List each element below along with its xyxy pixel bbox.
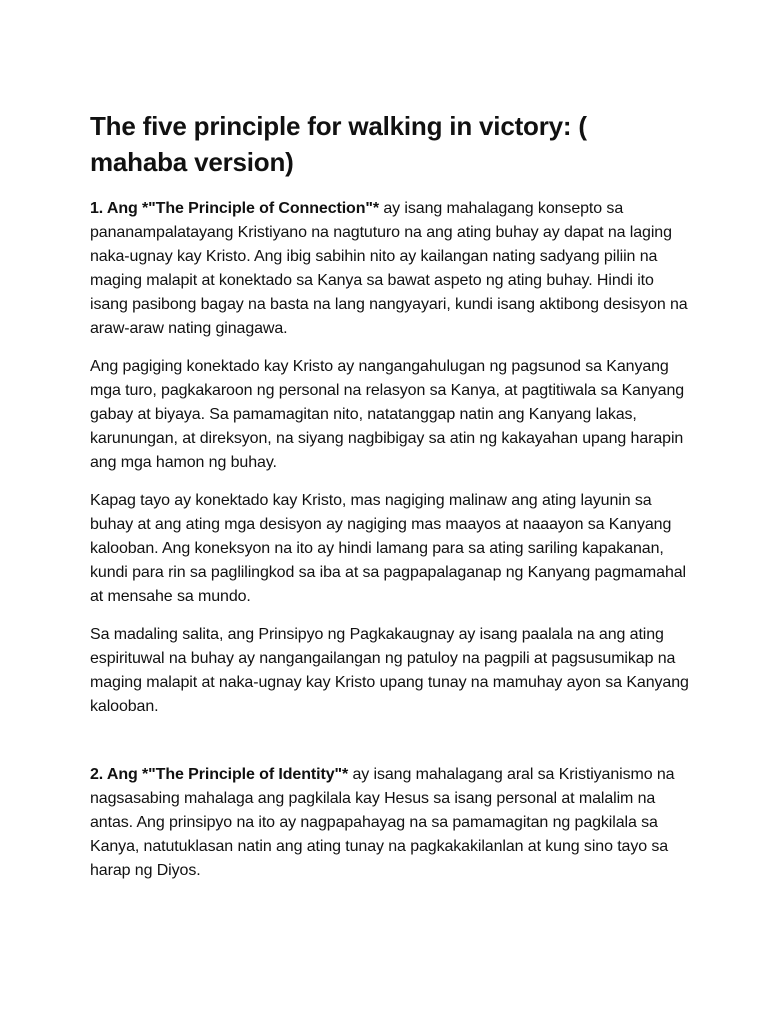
section1-paragraph-1 [90, 197, 690, 341]
section1-paragraph-3: Kapag tayo ay konektado kay Kristo, mas nagiging malinaw ang ating layunin sa buhay at ang ating mga desisyon ay nagiging mas maayos at naaayon sa Kanyang kalooban. Ang koneksyon na ito ay hindi lamang para sa ating sariling kapakanan, kundi para rin sa paglilingkod sa iba at sa pagpapalaganap ng Kanyang pagmamahal at mensahe sa mundo. [90, 492, 686, 605]
section2-paragraph-1 [90, 763, 690, 883]
section1-intro-text: ay isang mahalagang konsepto sa pananampalatayang Kristiyano na nagtuturo na ang ating buhay ay dapat na laging naka-ugnay kay Kristo. Ang ibig sabihin nito ay kailangan nating sadyang piliin na maging malapit at konektado sa Kanya sa bawat aspeto ng ating buhay. Hindi ito isang pasibong bagay na basta na lang nangyayari, kundi isang aktibong desisyon na araw-araw nating ginagawa. [90, 200, 688, 337]
section-spacer [90, 733, 690, 763]
section1-heading: 1. Ang *"The Principle of Connection"* [90, 200, 380, 217]
document-title: The five principle for walking in victory: ( mahaba version) [90, 111, 587, 177]
section2-intro-text: ay isang mahalagang aral sa Kristiyanismo na nagsasabing mahalaga ang pagkilala kay Hesus sa isang personal at malalim na antas. Ang prinsipyo na ito ay nagpapahayag na sa pamamagitan ng pagkilala sa Kanya, natutuklasan natin ang ating tunay na pagkakakilanlan at kung sino tayo sa harap ng Diyos. [90, 766, 675, 879]
section1-paragraph-2: Ang pagiging konektado kay Kristo ay nangangahulugan ng pagsunod sa Kanyang mga turo, pagkakaroon ng personal na relasyon sa Kanya, at pagtitiwala sa Kanyang gabay at biyaya. Sa pamamagitan nito, natatanggap natin ang Kanyang lakas, karunungan, at direksyon, na siyang nagbibigay sa atin ng kakayahan upang harapin ang mga hamon ng buhay. [90, 358, 685, 471]
section1-paragraph-4: Sa madaling salita, ang Prinsipyo ng Pagkakaugnay ay isang paalala na ang ating espirituwal na buhay ay nangangailangan ng patuloy na pagpili at pagsusumikap na maging malapit at naka-ugnay kay Kristo upang tunay na mamuhay ayon sa Kanyang kalooban. [90, 626, 689, 715]
section2-heading: 2. Ang *"The Principle of Identity"* [90, 766, 349, 783]
document-body [90, 108, 690, 897]
